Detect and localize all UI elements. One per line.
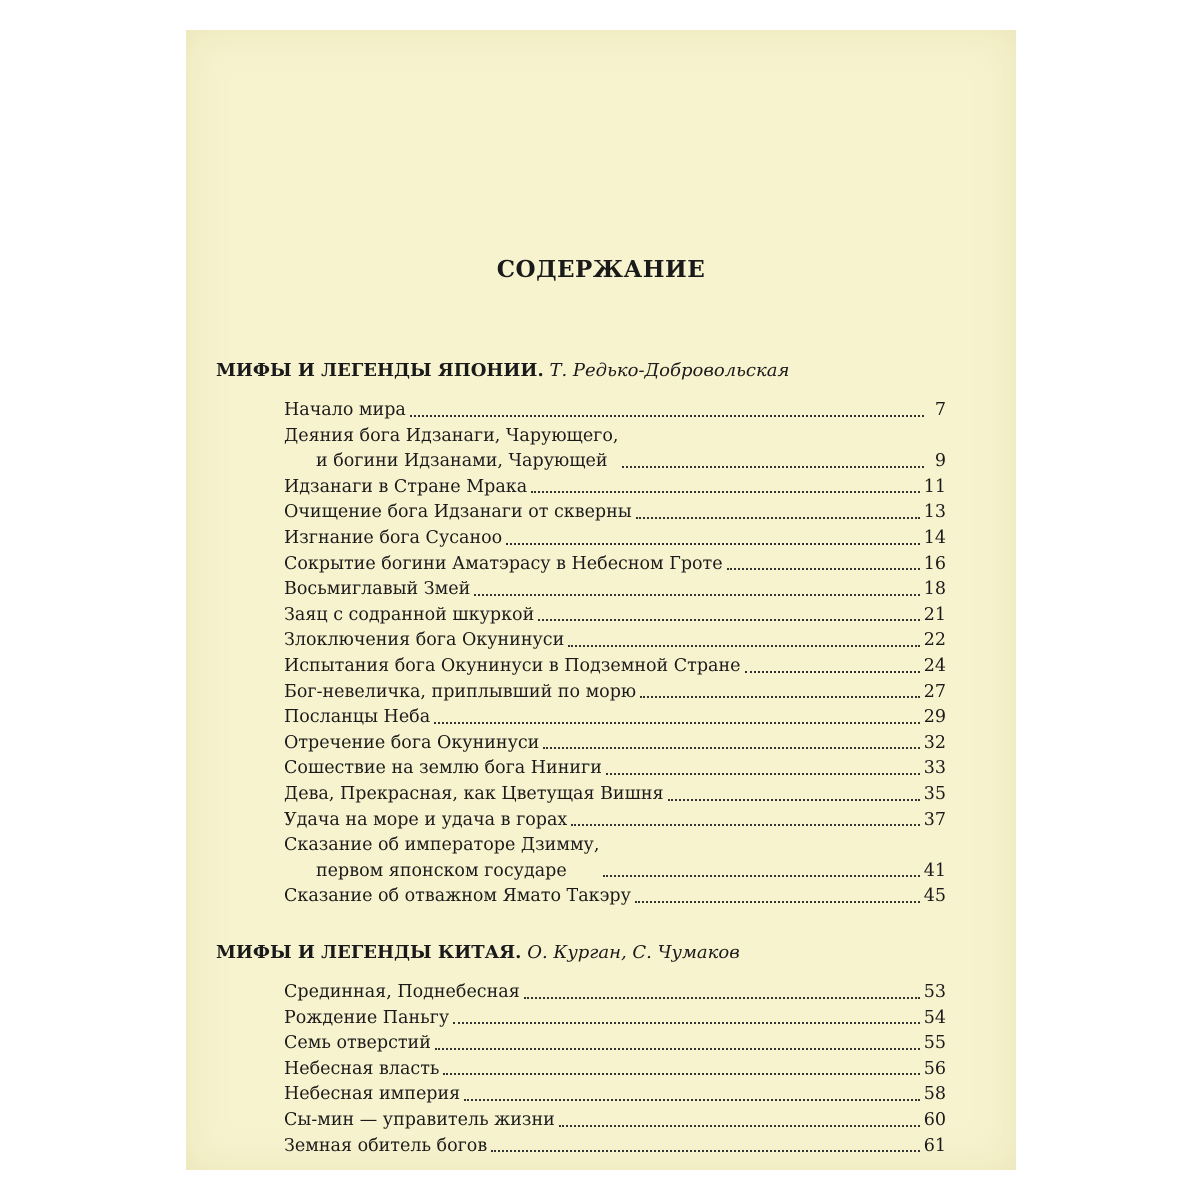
toc-page-number: 35 [923, 783, 946, 804]
toc-entry-line: Сы-мин — управитель жизни [284, 1109, 555, 1130]
toc-entry [284, 424, 946, 475]
toc-entry [284, 1082, 946, 1108]
toc-page-number: 58 [923, 1084, 946, 1105]
toc-leader-dots [474, 594, 919, 596]
toc-entry-line: Срединная, Поднебесная [284, 982, 520, 1002]
toc-leader-dots [640, 696, 920, 698]
toc-entry-line: Испытания бога Окунинуси в Подземной Стране [284, 655, 741, 676]
toc-entry [284, 475, 946, 501]
toc-entry-line: и богини Идзанами, Чарующей [316, 451, 608, 472]
toc-page-number: 14 [923, 527, 946, 548]
toc-entry-title [284, 654, 741, 680]
toc-entry-title [284, 424, 618, 475]
section-heading [216, 358, 946, 384]
toc-entry [284, 833, 946, 884]
toc-entry-title [284, 1057, 439, 1083]
toc-entry [284, 884, 946, 910]
toc-page-number: 22 [923, 630, 946, 651]
toc-page-number: 60 [923, 1109, 946, 1130]
toc-page-number: 33 [923, 758, 946, 779]
toc-leader-dots [464, 1099, 920, 1101]
toc-page-number: 37 [923, 809, 946, 830]
toc-entry-line: Рождение Паньгу [284, 1007, 450, 1028]
toc-leader-dots [443, 1073, 919, 1075]
toc-leader-dots [543, 747, 919, 749]
toc-leader-dots [603, 875, 919, 877]
toc-entry-line: Очищение бога Идзанаги от скверны [284, 502, 632, 523]
toc-entry-title [284, 1082, 460, 1108]
toc-entry-line: Удача на море и удача в горах [284, 809, 568, 830]
toc-entry [284, 782, 946, 808]
toc-entry-line: Небесная империя [284, 1084, 461, 1105]
book-page [186, 30, 1016, 1170]
toc-entry-line: Отречение бога Окунинуси [284, 732, 540, 753]
toc-entry [284, 603, 946, 629]
toc-entry [284, 398, 946, 424]
toc-entry [284, 500, 946, 526]
toc-entry-line: Посланцы Неба [284, 707, 431, 728]
toc-leader-dots [606, 773, 920, 775]
toc-entry-title [284, 1134, 487, 1160]
toc-leader-dots [531, 491, 920, 493]
toc-entry-title [284, 980, 520, 1006]
toc-page-number: 54 [923, 1007, 946, 1028]
toc-entry-title [284, 782, 664, 808]
toc-page-number: 45 [923, 886, 946, 907]
toc-entry [284, 980, 946, 1006]
toc-leader-dots [435, 1048, 920, 1050]
toc-entry-title [284, 1108, 555, 1134]
toc-entry-title [284, 833, 599, 884]
toc-entry-line: Земная обитель богов [284, 1135, 488, 1156]
toc-entry-line: Начало мира [284, 400, 406, 420]
toc-page-number: 21 [923, 604, 946, 625]
toc-entry-title [284, 680, 636, 706]
toc-entry-title [284, 526, 502, 552]
toc-leader-dots [745, 671, 920, 673]
toc-leader-dots [636, 517, 920, 519]
toc-entry [284, 654, 946, 680]
toc-entry-line: Сказание об отважном Ямато Такэру [284, 886, 631, 907]
toc-entry-title [284, 628, 564, 654]
section-heading [216, 940, 946, 966]
toc-leader-dots [571, 824, 919, 826]
toc-entry-line: Сказание об императоре Дзимму, [284, 835, 600, 856]
toc-entry-line: первом японском государе [316, 860, 567, 881]
toc-entry-line: Дева, Прекрасная, как Цветущая Вишня [284, 783, 664, 804]
toc-leader-dots [524, 997, 920, 999]
toc-leader-dots [453, 1022, 920, 1024]
toc-leader-dots [559, 1125, 920, 1127]
toc-entry-line: Изгнание бога Сусаноо [284, 527, 503, 548]
toc-entry [284, 731, 946, 757]
toc-entry [284, 1031, 946, 1057]
toc-section-japan [216, 358, 946, 910]
toc-entry-title [284, 475, 527, 501]
toc-page-number: 9 [934, 451, 946, 472]
toc-entry-line: Идзанаги в Стране Мрака [284, 476, 528, 497]
toc-entry-title [284, 705, 430, 731]
toc-leader-dots [434, 722, 920, 724]
toc-page-number: 61 [923, 1135, 946, 1156]
toc-leader-dots [668, 799, 920, 801]
section-author: Т. Редько-Добровольская [549, 360, 790, 381]
toc-leader-dots [506, 543, 920, 545]
section-author: О. Курган, С. Чумаков [527, 942, 740, 963]
section-title: МИФЫ И ЛЕГЕНДЫ КИТАЯ. [216, 942, 522, 963]
toc-entry [284, 1108, 946, 1134]
toc-page-number: 53 [923, 982, 946, 1002]
toc-leader-dots [622, 466, 924, 468]
toc-page-number: 27 [923, 681, 946, 702]
toc-entry-line: Злоключения бога Окунинуси [284, 630, 565, 651]
toc-leader-dots [568, 645, 919, 647]
toc-leader-dots [727, 568, 920, 570]
toc-page-number: 41 [923, 860, 946, 881]
toc-page-number: 7 [934, 400, 946, 420]
toc-entry-title [284, 884, 631, 910]
toc-page-number: 24 [923, 655, 946, 676]
toc-entry [284, 552, 946, 578]
toc-leader-dots [491, 1150, 920, 1152]
section-title: МИФЫ И ЛЕГЕНДЫ ЯПОНИИ. [216, 360, 544, 381]
toc-section-china [216, 940, 946, 1159]
toc-page-number: 29 [923, 707, 946, 728]
toc-entry [284, 628, 946, 654]
toc-entry-title [284, 500, 632, 526]
toc-list [216, 398, 946, 910]
toc-list [216, 980, 946, 1159]
toc-entry-line: Деяния бога Идзанаги, Чарующего, [284, 425, 619, 446]
toc-entry-title [284, 1006, 449, 1032]
toc-entry [284, 1134, 946, 1160]
toc-entry-title [284, 731, 539, 757]
toc-entry-line: Заяц с содранной шкуркой [284, 604, 535, 625]
toc-entry-line: Семь отверстий [284, 1033, 431, 1054]
toc-entry [284, 577, 946, 603]
toc-entry [284, 1006, 946, 1032]
toc-entry-line: Восьмиглавый Змей [284, 579, 471, 600]
page-title: СОДЕРЖАНИЕ [496, 256, 706, 283]
toc-entry-title [284, 756, 602, 782]
toc-entry-title [284, 603, 534, 629]
toc-entry-line: Бог-невеличка, приплывший по морю [284, 681, 637, 702]
toc-entry [284, 808, 946, 834]
toc-leader-dots [635, 901, 920, 903]
toc-entry [284, 705, 946, 731]
toc-page-number: 55 [923, 1033, 946, 1054]
toc-leader-dots [538, 619, 919, 621]
toc-entry-title [284, 577, 470, 603]
toc-entry-line: Сошествие на землю бога Ниниги [284, 758, 602, 779]
toc-page-number: 18 [923, 579, 946, 600]
toc-entry-title [284, 1031, 431, 1057]
toc-entry-title [284, 552, 723, 578]
toc-entry [284, 1057, 946, 1083]
toc-entry-line: Небесная власть [284, 1058, 440, 1079]
toc-entry [284, 680, 946, 706]
toc-page-number: 32 [923, 732, 946, 753]
toc-leader-dots [410, 415, 924, 417]
toc-entry [284, 526, 946, 552]
toc-page-number: 11 [923, 476, 946, 497]
toc-page-number: 13 [923, 502, 946, 523]
toc-entry-line: Сокрытие богини Аматэрасу в Небесном Гроте [284, 553, 723, 574]
toc-entry-title [284, 808, 567, 834]
toc-page-number: 56 [923, 1058, 946, 1079]
toc-entry [284, 756, 946, 782]
toc-page-number: 16 [923, 553, 946, 574]
toc-entry-title [284, 398, 406, 424]
